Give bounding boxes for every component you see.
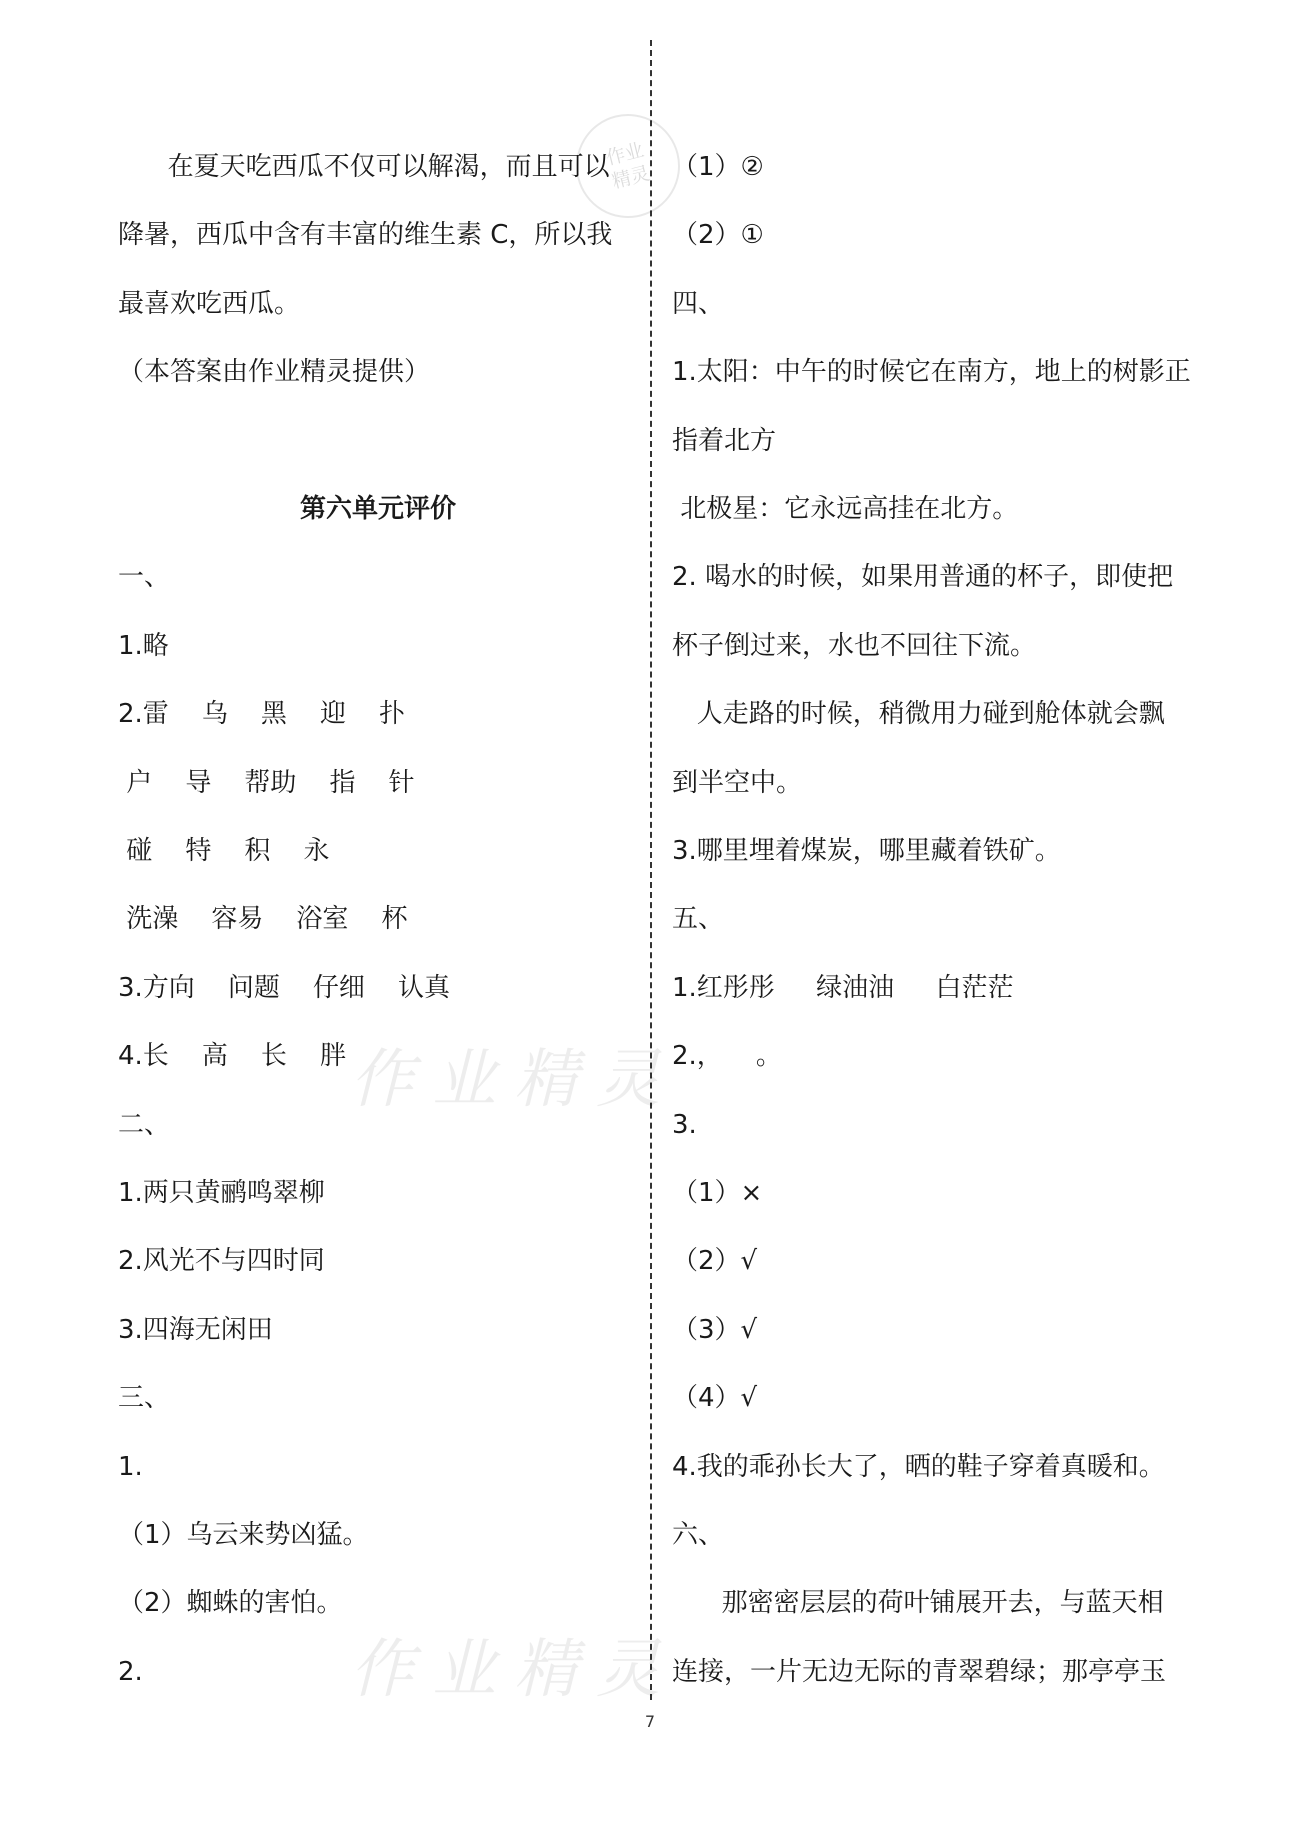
watermark-text: 作业精灵 bbox=[350, 1043, 678, 1117]
watermark-text: 作业精灵 bbox=[350, 1633, 678, 1707]
page-number: 7 bbox=[644, 1712, 656, 1731]
left-column-line: 3.四海无闲田 bbox=[118, 1314, 273, 1345]
left-column-line: 1. bbox=[118, 1451, 143, 1482]
right-column-line: 4.我的乖孙长大了，晒的鞋子穿着真暖和。 bbox=[672, 1451, 1165, 1482]
right-column-line: 那密密层层的荷叶铺展开去，与蓝天相 bbox=[672, 1588, 1164, 1619]
left-column-line: 三、 bbox=[118, 1383, 171, 1414]
left-column-line: 降暑，西瓜中含有丰富的维生素 C，所以我 bbox=[118, 220, 613, 251]
right-column-line: 3. bbox=[672, 1109, 697, 1140]
right-column-line: 3.哪里埋着煤炭，哪里藏着铁矿。 bbox=[672, 836, 1061, 866]
right-column-line: 连接，一片无边无际的青翠碧绿；那亭亭玉 bbox=[672, 1656, 1167, 1687]
left-column-line: （1）乌云来势凶猛。 bbox=[118, 1520, 369, 1550]
right-column-line: （1）× bbox=[672, 1178, 763, 1208]
left-column-line: 碰 特 积 永 bbox=[118, 836, 330, 866]
right-column-line: 2. 喝水的时候，如果用普通的杯子，即使把 bbox=[672, 562, 1174, 593]
left-column-line: 4.长 高 长 胖 bbox=[118, 1041, 346, 1072]
right-column-line: （1）② bbox=[672, 152, 764, 182]
left-column-line: 最喜欢吃西瓜。 bbox=[118, 288, 301, 319]
left-column-line: 2.风光不与四时同 bbox=[118, 1246, 325, 1277]
right-column-line: 六、 bbox=[672, 1520, 725, 1550]
left-column-line: 2.雷 乌 黑 迎 扑 bbox=[118, 699, 406, 730]
left-column-line: （2）蜘蛛的害怕。 bbox=[118, 1588, 343, 1619]
left-column-line: 二、 bbox=[118, 1109, 171, 1140]
right-column-line: 杯子倒过来，水也不回往下流。 bbox=[672, 630, 1037, 661]
left-column-line: 1.略 bbox=[118, 630, 169, 661]
right-column-line: 到半空中。 bbox=[672, 767, 803, 798]
right-column-line: 指着北方 bbox=[672, 425, 777, 456]
right-column-line: （4）√ bbox=[672, 1383, 758, 1414]
left-column-line: （本答案由作业精灵提供） bbox=[118, 357, 431, 388]
left-column-line: 2. bbox=[118, 1656, 143, 1687]
right-column-line: （2）① bbox=[672, 220, 764, 251]
right-column-line: 1.太阳：中午的时候它在南方，地上的树影正 bbox=[672, 357, 1191, 388]
right-column-line: 北极星：它永远高挂在北方。 bbox=[672, 494, 1019, 524]
right-column-line: （3）√ bbox=[672, 1314, 758, 1345]
right-column-line: （2）√ bbox=[672, 1246, 758, 1277]
watermark-stamp bbox=[565, 103, 691, 229]
right-column-line: 2.， 。 bbox=[672, 1041, 782, 1072]
left-column-line: 户 导 帮助 指 针 bbox=[118, 767, 415, 798]
left-column-line: 在夏天吃西瓜不仅可以解渴，而且可以 bbox=[118, 152, 610, 182]
left-column-line: 一、 bbox=[118, 562, 171, 593]
left-column-line: 3.方向 问题 仔细 认真 bbox=[118, 972, 450, 1003]
section-heading: 第六单元评价 bbox=[299, 494, 456, 524]
right-column-line: 人走路的时候，稍微用力碰到舱体就会飘 bbox=[672, 699, 1165, 730]
column-divider bbox=[650, 40, 652, 1700]
right-column-line: 五、 bbox=[672, 904, 725, 935]
stamp-text-top: 作业 bbox=[603, 139, 647, 170]
right-column-line: 四、 bbox=[672, 288, 725, 319]
left-column-line: 1.两只黄鹂鸣翠柳 bbox=[118, 1178, 325, 1208]
left-column-line: 洗澡 容易 浴室 杯 bbox=[118, 904, 408, 935]
stamp-text-bottom: 精灵 bbox=[609, 162, 652, 193]
right-column-line: 1.红彤彤 绿油油 白茫茫 bbox=[672, 972, 1014, 1003]
